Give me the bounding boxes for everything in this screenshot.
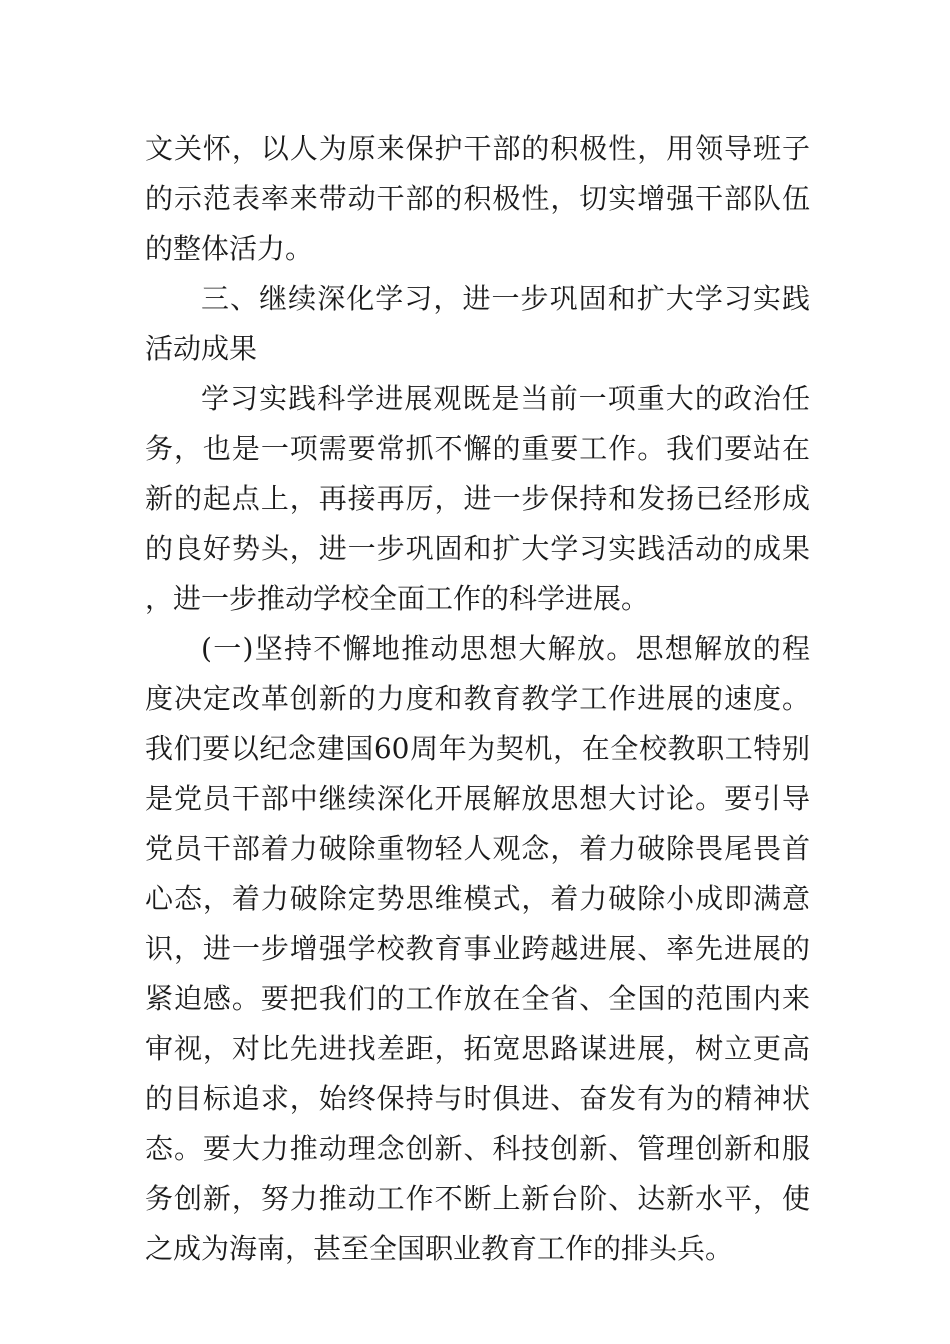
- document-body: [145, 124, 810, 1274]
- paragraph-point-one: (一)坚持不懈地推动思想大解放。思想解放的程度决定改革创新的力度和教育教学工作进展的速度。我们要以纪念建国60周年为契机，在全校教职工特别是党员干部中继续深化开展解放思想大讨论。要引导党员干部着力破除重物轻人观念，着力破除畏尾畏首心态，着力破除定势思维模式，着力破除小成即满意识，进一步增强学校教育事业跨越进展、率先进展的紧迫感。要把我们的工作放在全省、全国的范围内来审视，对比先进找差距，拓宽思路谋进展，树立更高的目标追求，始终保持与时俱进、奋发有为的精神状态。要大力推动理念创新、科技创新、管理创新和服务创新，努力推动工作不断上新台阶、达新水平，使之成为海南，甚至全国职业教育工作的排头兵。: [145, 632, 810, 1265]
- paragraph-continuation: 文关怀，以人为原来保护干部的积极性，用领导班子的示范表率来带动干部的积极性，切实增强干部队伍的整体活力。: [145, 132, 810, 265]
- section-heading: 三、继续深化学习，进一步巩固和扩大学习实践活动成果: [145, 282, 810, 365]
- paragraph-intro: 学习实践科学进展观既是当前一项重大的政治任务，也是一项需要常抓不懈的重要工作。我们要站在新的起点上，再接再厉，进一步保持和发扬已经形成的良好势头，进一步巩固和扩大学习实践活动的成果，进一步推动学校全面工作的科学进展。: [145, 382, 810, 615]
